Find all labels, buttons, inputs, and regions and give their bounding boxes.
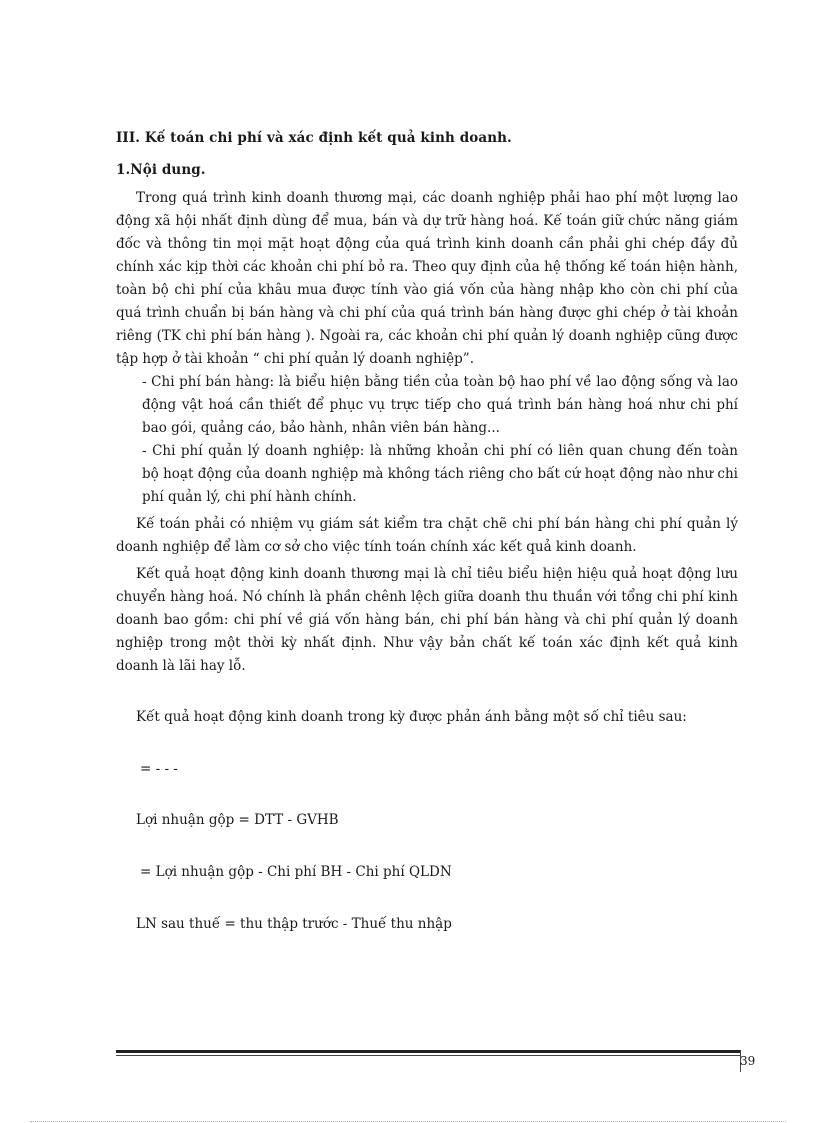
page-bottom-border [30,1121,786,1122]
bullet-admin-expense: - Chi phí quản lý doanh nghiệp: là những khoản chi phí có liên quan chung đến toàn bộ hoạt động của doanh nghiệp mà không tách riêng cho bất cứ hoạt động nào như chi phí quản lý, chi phí hành chính. [142,443,738,505]
bullet-selling-expense: - Chi phí bán hàng: là biểu hiện bằng tiền của toàn bộ hao phí về lao động sống và lao động vật hoá cần thiết để phục vụ trực tiếp cho quá trình bán hàng hoá như chi phí bao gói, quảng cáo, bảo hành, nhân viên bán hàng... [142,374,738,436]
paragraph-indicators: Kết quả hoạt động kinh doanh trong kỳ được phản ánh bằng một số chỉ tiêu sau: [136,709,687,725]
footer-rule-thin [116,1055,740,1056]
formula-gross-profit: Lợi nhuận gộp = DTT - GVHB [136,812,339,828]
footer-rule-thick [116,1050,740,1053]
paragraph-intro: Trong quá trình kinh doanh thương mại, các doanh nghiệp phải hao phí một lượng lao động xã hội nhất định dùng để mua, bán và dự trữ hàng hoá. Kế toán giữ chức năng giám đốc và thông tin mọi mặt hoạt động của quá trình kinh doanh cần phải ghi chép đầy đủ chính xác kịp thời các khoản chi phí bỏ ra. Theo quy định của hệ thống kế toán hiện hành, toàn bộ chi phí của khâu mua được tính vào giá vốn của hàng nhập kho còn chi phí của quá trình chuẩn bị bán hàng và chi phí của quá trình bán hàng được ghi chép ở tài khoản riêng (TK chi phí bán hàng ). Ngoài ra, các khoản chi phí quản lý doanh nghiệp cũng được tập hợp ở tài khoản “ chi phí quản lý doanh nghiệp”. [116,190,738,367]
subsection-title: 1.Nội dung. [116,162,206,178]
formula-net-profit: LN sau thuế = thu thập trước - Thuế thu nhập [136,916,452,932]
page-number: 39 [740,1054,756,1068]
formula-operating-profit: = Lợi nhuận gộp - Chi phí BH - Chi phí QLDN [140,864,452,880]
paragraph-supervision: Kế toán phải có nhiệm vụ giám sát kiểm tra chặt chẽ chi phí bán hàng chi phí quản lý doanh nghiệp để làm cơ sở cho việc tính toán chính xác kết quả kinh doanh. [116,516,738,555]
section-title: III. Kế toán chi phí và xác định kết quả kinh doanh. [116,130,512,146]
paragraph-business-result: Kết quả hoạt động kinh doanh thương mại là chỉ tiêu biểu hiện hiệu quả hoạt động lưu chuyển hàng hoá. Nó chính là phần chênh lệch giữa doanh thu thuần với tổng chi phí kinh doanh bao gồm: chi phí về giá vốn hàng bán, chi phí bán hàng và chi phí quản lý doanh nghiệp trong một thời kỳ nhất định. Như vậy bản chất kế toán xác định kết quả kinh doanh là lãi hay lỗ. [116,566,738,674]
formula-revenue: = - - - [140,761,178,777]
